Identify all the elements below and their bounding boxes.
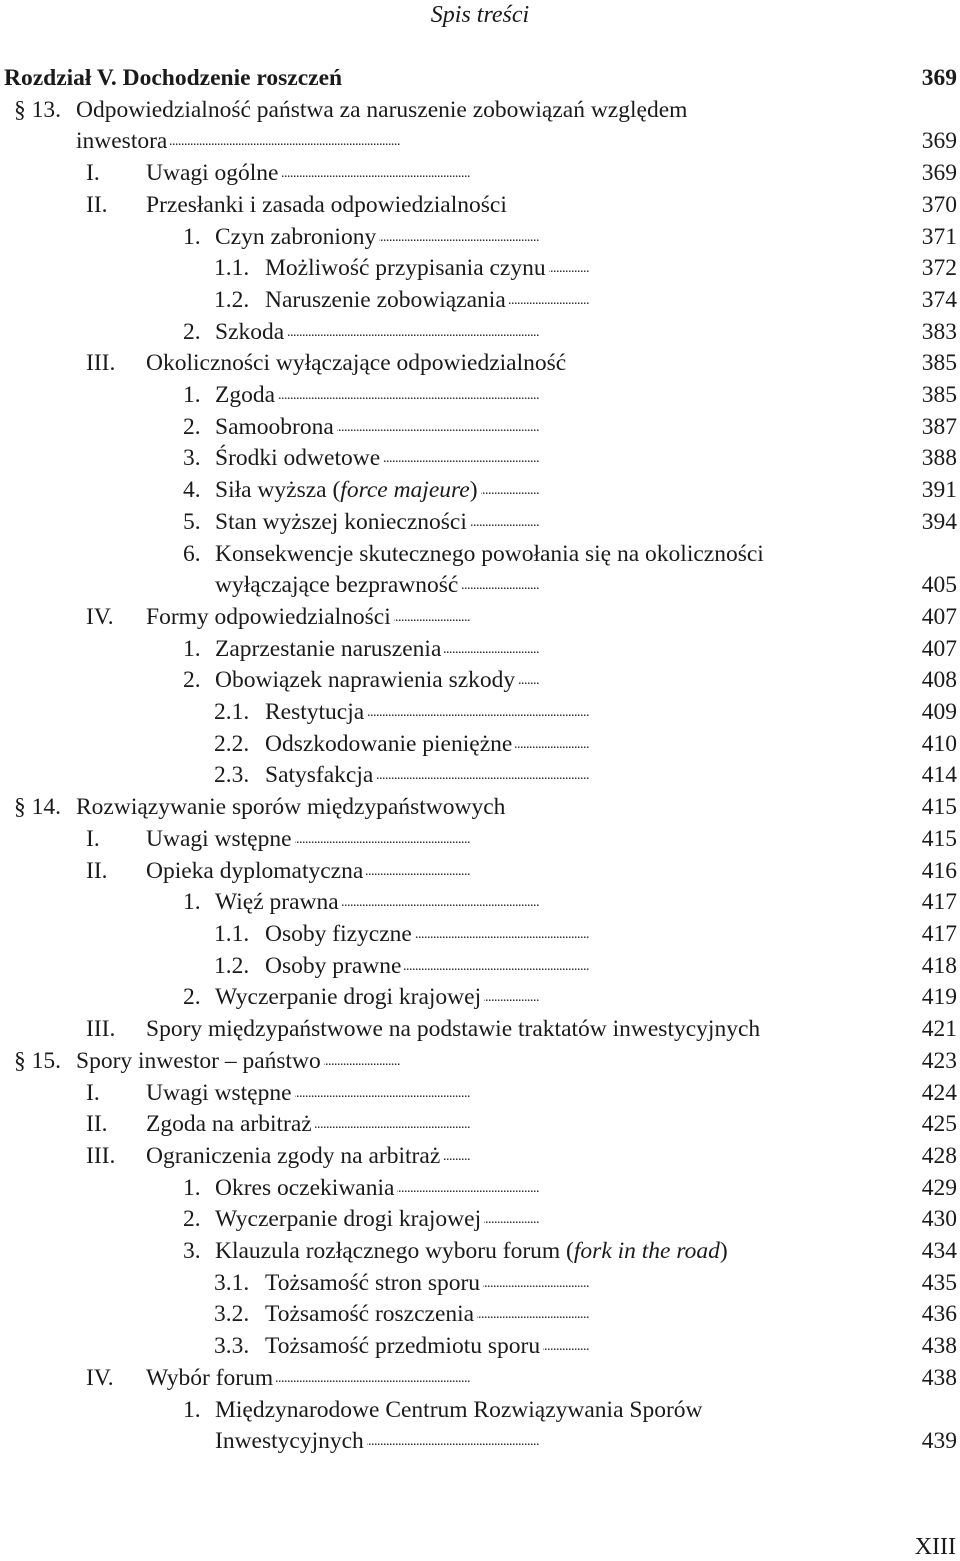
toc-entry-title-text: Osoby fizyczne bbox=[265, 920, 412, 947]
toc-entry-title-text: Uwagi ogólne bbox=[146, 160, 279, 187]
toc-entry-page: 417 bbox=[921, 889, 957, 916]
toc-entry bbox=[0, 1395, 960, 1427]
toc-entry-number: II. bbox=[86, 1111, 108, 1138]
toc-entry-title-text: Stan wyższej konieczności bbox=[215, 508, 467, 535]
toc-entry-indent bbox=[0, 1141, 146, 1173]
toc-entry-page: 407 bbox=[921, 603, 957, 630]
toc-entry bbox=[0, 1141, 960, 1173]
toc-entry-title-text: Czyn zabroniony bbox=[215, 223, 377, 250]
toc-entry-title bbox=[215, 1426, 900, 1458]
toc-entry-indent bbox=[0, 1426, 215, 1458]
toc-entry-indent bbox=[0, 856, 146, 888]
toc-entry-page: 374 bbox=[921, 286, 957, 313]
toc-entry-number: II. bbox=[86, 857, 108, 884]
toc-entry-number: I. bbox=[86, 160, 100, 187]
toc-entry-title bbox=[215, 539, 900, 571]
toc-entry-indent bbox=[0, 982, 215, 1014]
toc-entry-title-text: Tożsamość przedmiotu sporu bbox=[265, 1333, 541, 1360]
toc-entry-title-text: Tożsamość roszczenia bbox=[265, 1301, 475, 1328]
toc-entry-indent bbox=[0, 729, 265, 761]
toc-entry-indent bbox=[0, 475, 215, 507]
toc-entry-page: 372 bbox=[921, 255, 957, 282]
toc-entry-title-text: Satysfakcja bbox=[265, 762, 374, 789]
toc-entry-page: 434 bbox=[921, 1238, 957, 1265]
toc-entry-indent bbox=[0, 1363, 146, 1395]
toc-entry-number: § 14. bbox=[14, 794, 61, 821]
toc-entry-indent bbox=[0, 602, 146, 634]
toc-entry-page: 430 bbox=[921, 1206, 957, 1233]
toc-entry-indent bbox=[0, 412, 215, 444]
toc-entry-number: 1. bbox=[183, 382, 201, 409]
toc-entry bbox=[0, 729, 960, 761]
toc-entry-page: 369 bbox=[921, 65, 957, 91]
toc-entry-page: 405 bbox=[921, 572, 957, 599]
toc-entry bbox=[0, 1363, 960, 1395]
toc-entry-number: 1. bbox=[183, 635, 201, 662]
toc-entry-indent bbox=[0, 760, 265, 792]
toc-entry-number: 1.1. bbox=[214, 255, 250, 282]
toc-entry-title-text: Odszkodowanie pieniężne bbox=[265, 730, 513, 757]
toc-entry bbox=[0, 126, 960, 158]
toc-entry bbox=[0, 475, 960, 507]
toc-entry bbox=[0, 1299, 960, 1331]
toc-entry-title bbox=[76, 1046, 900, 1078]
toc-entry bbox=[0, 348, 960, 380]
toc-entry-title-text: Spory międzypaństwowe na podstawie traktatów inwestycyjnych bbox=[146, 1016, 761, 1043]
toc-entry-title bbox=[215, 317, 900, 349]
toc-entry-number: 1. bbox=[183, 1396, 201, 1423]
toc-entry-number: III. bbox=[86, 350, 116, 377]
toc-entry-title-text: Wybór forum bbox=[146, 1364, 274, 1391]
toc-entry-indent bbox=[0, 1331, 265, 1363]
toc-entry-indent bbox=[0, 380, 215, 412]
toc-entry bbox=[0, 1078, 960, 1110]
toc-entry-title bbox=[265, 760, 900, 792]
toc-entry-title bbox=[215, 1173, 900, 1205]
toc-entry-number: 3.2. bbox=[214, 1301, 250, 1328]
toc-entry-title-tail: ) bbox=[719, 1238, 728, 1265]
toc-entry-indent bbox=[0, 1204, 215, 1236]
toc-entry-number: IV. bbox=[86, 1364, 114, 1391]
toc-entry-indent bbox=[0, 507, 215, 539]
toc-entry-title bbox=[146, 1363, 900, 1395]
toc-entry-title bbox=[146, 158, 900, 190]
toc-entry bbox=[0, 919, 960, 951]
toc-entry-number: 1. bbox=[183, 889, 201, 916]
toc-entry-indent bbox=[0, 253, 265, 285]
toc-entry-number: 3. bbox=[183, 1238, 201, 1265]
toc-entry-title-text: Spory inwestor – państwo bbox=[76, 1047, 321, 1074]
toc-entry-page: 429 bbox=[921, 1174, 957, 1201]
toc-entry bbox=[0, 1268, 960, 1300]
toc-entry-indent bbox=[0, 443, 215, 475]
toc-entry-page: 439 bbox=[921, 1428, 957, 1455]
toc-entry bbox=[0, 792, 960, 824]
toc-entry-page: 385 bbox=[921, 382, 957, 409]
toc-entry-title-text: Klauzula rozłącznego wyboru forum ( bbox=[215, 1238, 574, 1265]
toc-entry-title-italic: force majeure bbox=[340, 477, 470, 504]
toc-entry-title-text: Środki odwetowe bbox=[215, 445, 381, 472]
toc-entry-page: 394 bbox=[921, 508, 957, 535]
toc-entry-title bbox=[215, 1395, 900, 1427]
toc-entry bbox=[0, 539, 960, 571]
toc-entry-number: § 15. bbox=[14, 1047, 61, 1074]
toc-entry bbox=[0, 1426, 960, 1458]
toc-entry-title bbox=[146, 602, 900, 634]
toc-entry-number: 2. bbox=[183, 1206, 201, 1233]
toc-entry-title bbox=[265, 1268, 900, 1300]
toc-entry-title bbox=[265, 1299, 900, 1331]
toc-entry-page: 369 bbox=[921, 128, 957, 155]
toc-entry-indent bbox=[0, 317, 215, 349]
toc-entry-indent bbox=[0, 190, 146, 222]
toc-entry-number: 4. bbox=[183, 477, 201, 504]
toc-entry-number: II. bbox=[86, 191, 108, 218]
toc-entry-page: 414 bbox=[921, 762, 957, 789]
toc-entry-title-text: Międzynarodowe Centrum Rozwiązywania Sporów bbox=[215, 1396, 703, 1423]
toc-entry-title bbox=[265, 253, 900, 285]
toc-entry-number: 6. bbox=[183, 540, 201, 567]
toc-entry bbox=[0, 412, 960, 444]
toc-entry-number: 1. bbox=[183, 223, 201, 250]
toc-entry-page: 435 bbox=[921, 1269, 957, 1296]
toc-entry bbox=[0, 856, 960, 888]
toc-entry-title-text: Wyczerpanie drogi krajowej bbox=[215, 984, 482, 1011]
toc-entry-number: 1. bbox=[183, 1174, 201, 1201]
toc-entry-title-text: Osoby prawne bbox=[265, 952, 402, 979]
table-of-contents bbox=[0, 63, 960, 1458]
toc-entry-title bbox=[265, 285, 900, 317]
toc-entry-number: § 13. bbox=[14, 96, 61, 123]
toc-entry-indent bbox=[0, 1109, 146, 1141]
toc-entry-title-tail: ) bbox=[469, 477, 478, 504]
toc-entry bbox=[0, 1173, 960, 1205]
toc-entry bbox=[0, 951, 960, 983]
toc-entry-number: 2. bbox=[183, 318, 201, 345]
toc-entry-page: 391 bbox=[921, 477, 957, 504]
toc-entry-title bbox=[76, 95, 900, 127]
toc-entry-page: 369 bbox=[921, 160, 957, 187]
toc-entry-title bbox=[146, 1109, 900, 1141]
toc-entry-indent bbox=[0, 222, 215, 254]
toc-entry bbox=[0, 222, 960, 254]
toc-entry-number: 2. bbox=[183, 413, 201, 440]
toc-entry-title-italic: fork in the road bbox=[573, 1238, 720, 1265]
toc-entry-indent bbox=[0, 348, 146, 380]
toc-entry-number: I. bbox=[86, 1079, 100, 1106]
toc-entry-page: 423 bbox=[921, 1047, 957, 1074]
toc-entry bbox=[0, 1046, 960, 1078]
toc-entry-page: 383 bbox=[921, 318, 957, 345]
toc-entry-title bbox=[265, 1331, 900, 1363]
toc-entry-title bbox=[146, 348, 900, 380]
toc-entry-title bbox=[265, 919, 900, 951]
toc-entry-title bbox=[215, 982, 900, 1014]
toc-entry bbox=[0, 824, 960, 856]
toc-entry-title-text: Siła wyższa ( bbox=[215, 477, 341, 504]
toc-entry-number: III. bbox=[86, 1016, 116, 1043]
toc-entry bbox=[0, 634, 960, 666]
toc-entry-title bbox=[215, 507, 900, 539]
toc-entry-title-text: Możliwość przypisania czynu bbox=[265, 255, 546, 282]
toc-entry-title bbox=[146, 1141, 900, 1173]
toc-entry-title bbox=[215, 412, 900, 444]
toc-entry-page: 438 bbox=[921, 1364, 957, 1391]
toc-entry-title bbox=[215, 475, 900, 507]
toc-entry-title bbox=[76, 126, 900, 158]
toc-entry-number: 2.3. bbox=[214, 762, 250, 789]
toc-entry-title-text: Inwestycyjnych bbox=[215, 1428, 364, 1455]
toc-entry bbox=[0, 253, 960, 285]
toc-entry-indent bbox=[0, 792, 76, 824]
toc-entry-number: 3.3. bbox=[214, 1333, 250, 1360]
toc-entry-indent bbox=[0, 1395, 215, 1427]
toc-entry-page: 417 bbox=[921, 920, 957, 947]
toc-entry-indent bbox=[0, 95, 76, 127]
toc-entry-number: 2.2. bbox=[214, 730, 250, 757]
toc-entry-indent bbox=[0, 824, 146, 856]
toc-entry-indent bbox=[0, 1173, 215, 1205]
toc-entry-title bbox=[146, 856, 900, 888]
toc-entry-page: 418 bbox=[921, 952, 957, 979]
toc-entry-page: 409 bbox=[921, 699, 957, 726]
toc-entry-title bbox=[146, 1078, 900, 1110]
toc-entry-indent bbox=[0, 951, 265, 983]
toc-entry bbox=[0, 507, 960, 539]
toc-entry-title-text: Uwagi wstępne bbox=[146, 1079, 292, 1106]
toc-entry-number: III. bbox=[86, 1142, 116, 1169]
toc-entry-page: 415 bbox=[921, 825, 957, 852]
toc-entry-title-text: Restytucja bbox=[265, 699, 365, 726]
toc-entry-number: 3. bbox=[183, 445, 201, 472]
toc-entry-title-text: Rozwiązywanie sporów międzypaństwowych bbox=[76, 794, 506, 821]
toc-entry-indent bbox=[0, 1299, 265, 1331]
page-number: XIII bbox=[914, 1534, 956, 1560]
toc-entry-title-text: Więź prawna bbox=[215, 889, 339, 916]
toc-entry bbox=[0, 982, 960, 1014]
toc-entry-title-text: Szkoda bbox=[215, 318, 285, 345]
toc-entry bbox=[0, 570, 960, 602]
toc-entry-title bbox=[215, 1236, 900, 1268]
toc-entry bbox=[0, 1236, 960, 1268]
toc-entry-page: 385 bbox=[921, 350, 957, 377]
toc-entry bbox=[0, 1331, 960, 1363]
toc-entry bbox=[0, 697, 960, 729]
toc-entry-title-text: Opieka dyplomatyczna bbox=[146, 857, 364, 884]
toc-entry-indent bbox=[0, 1268, 265, 1300]
toc-entry bbox=[0, 665, 960, 697]
toc-entry bbox=[0, 1014, 960, 1046]
toc-entry-title-text: Okres oczekiwania bbox=[215, 1174, 395, 1201]
toc-entry bbox=[0, 887, 960, 919]
toc-entry-title bbox=[215, 634, 900, 666]
toc-entry bbox=[0, 95, 960, 127]
toc-entry-indent bbox=[0, 570, 215, 602]
toc-entry-number: 2. bbox=[183, 667, 201, 694]
toc-entry-title bbox=[215, 570, 900, 602]
toc-entry-title-text: Rozdział V. Dochodzenie roszczeń bbox=[4, 65, 343, 91]
toc-entry-number: 2.1. bbox=[214, 699, 250, 726]
toc-entry bbox=[0, 190, 960, 222]
toc-entry-title bbox=[146, 824, 900, 856]
toc-entry-number: 1.2. bbox=[214, 952, 250, 979]
toc-entry bbox=[0, 317, 960, 349]
toc-entry-title-text: Formy odpowiedzialności bbox=[146, 603, 391, 630]
toc-entry-number: 5. bbox=[183, 508, 201, 535]
toc-entry-title bbox=[265, 951, 900, 983]
toc-entry bbox=[0, 760, 960, 792]
toc-entry-page: 370 bbox=[921, 191, 957, 218]
toc-entry-title-text: Okoliczności wyłączające odpowiedzialność bbox=[146, 350, 567, 377]
toc-entry-page: 415 bbox=[921, 794, 957, 821]
toc-entry-title-text: Uwagi wstępne bbox=[146, 825, 292, 852]
toc-entry-title bbox=[146, 190, 900, 222]
toc-entry bbox=[0, 380, 960, 412]
toc-entry-number: 3.1. bbox=[214, 1269, 250, 1296]
toc-entry bbox=[0, 158, 960, 190]
toc-entry-page: 424 bbox=[921, 1079, 957, 1106]
toc-entry-number: 1.2. bbox=[214, 286, 250, 313]
toc-entry-title-text: Przesłanki i zasada odpowiedzialności bbox=[146, 191, 507, 218]
toc-entry-indent bbox=[0, 919, 265, 951]
toc-entry-page: 407 bbox=[921, 635, 957, 662]
toc-entry-page: 438 bbox=[921, 1333, 957, 1360]
toc-entry-title bbox=[146, 1014, 900, 1046]
toc-entry-title-text: Odpowiedzialność państwa za naruszenie zobowiązań względem bbox=[76, 96, 688, 123]
toc-entry-indent bbox=[0, 1236, 215, 1268]
toc-entry bbox=[0, 1204, 960, 1236]
toc-entry-title-text: Zgoda bbox=[215, 382, 276, 409]
toc-entry bbox=[0, 602, 960, 634]
toc-entry-indent bbox=[0, 158, 146, 190]
toc-entry-title bbox=[215, 1204, 900, 1236]
toc-entry bbox=[0, 1109, 960, 1141]
toc-entry-title-text: Wyczerpanie drogi krajowej bbox=[215, 1206, 482, 1233]
toc-entry-title-text: Naruszenie zobowiązania bbox=[265, 286, 506, 313]
toc-entry-title-text: inwestora bbox=[76, 128, 168, 155]
toc-entry-page: 410 bbox=[921, 730, 957, 757]
toc-entry bbox=[0, 285, 960, 317]
toc-entry-indent bbox=[0, 1078, 146, 1110]
running-head: Spis treści bbox=[430, 2, 530, 28]
toc-entry-title bbox=[76, 792, 900, 824]
toc-entry-number: IV. bbox=[86, 603, 114, 630]
toc-entry-indent bbox=[0, 285, 265, 317]
toc-entry-title bbox=[4, 63, 900, 95]
toc-entry-page: 425 bbox=[921, 1111, 957, 1138]
toc-entry-indent bbox=[0, 1014, 146, 1046]
toc-entry-page: 428 bbox=[921, 1142, 957, 1169]
toc-entry-title-text: Tożsamość stron sporu bbox=[265, 1269, 481, 1296]
toc-entry-title-text: Samoobrona bbox=[215, 413, 334, 440]
toc-entry-page: 408 bbox=[921, 667, 957, 694]
toc-entry-page: 387 bbox=[921, 413, 957, 440]
toc-entry-indent bbox=[0, 697, 265, 729]
toc-entry-title bbox=[215, 222, 900, 254]
toc-entry-page: 388 bbox=[921, 445, 957, 472]
toc-entry-indent bbox=[0, 634, 215, 666]
toc-entry-number: 2. bbox=[183, 984, 201, 1011]
toc-entry-indent bbox=[0, 1046, 76, 1078]
toc-entry-title bbox=[265, 729, 900, 761]
toc-entry-title-text: Zaprzestanie naruszenia bbox=[215, 635, 442, 662]
toc-entry-title bbox=[215, 665, 900, 697]
toc-entry-title bbox=[215, 887, 900, 919]
toc-entry-title-text: Ograniczenia zgody na arbitraż bbox=[146, 1142, 441, 1169]
toc-entry bbox=[0, 63, 960, 95]
toc-entry-page: 421 bbox=[921, 1016, 957, 1043]
toc-entry-title bbox=[215, 443, 900, 475]
toc-entry-page: 436 bbox=[921, 1301, 957, 1328]
toc-entry-page: 416 bbox=[921, 857, 957, 884]
toc-entry-title bbox=[265, 697, 900, 729]
toc-entry-title-text: Obowiązek naprawienia szkody bbox=[215, 667, 516, 694]
toc-entry-title bbox=[215, 380, 900, 412]
toc-entry-title-text: Zgoda na arbitraż bbox=[146, 1111, 312, 1138]
toc-entry-indent bbox=[0, 665, 215, 697]
toc-entry-page: 371 bbox=[921, 223, 957, 250]
toc-entry-indent bbox=[0, 539, 215, 571]
toc-entry-number: 1.1. bbox=[214, 920, 250, 947]
toc-entry-number: I. bbox=[86, 825, 100, 852]
toc-entry-title-text: wyłączające bezprawność bbox=[215, 572, 459, 599]
toc-entry-indent bbox=[0, 887, 215, 919]
toc-entry bbox=[0, 443, 960, 475]
toc-entry-indent bbox=[0, 126, 76, 158]
toc-entry-title-text: Konsekwencje skutecznego powołania się na okoliczności bbox=[215, 540, 764, 567]
toc-entry-page: 419 bbox=[921, 984, 957, 1011]
